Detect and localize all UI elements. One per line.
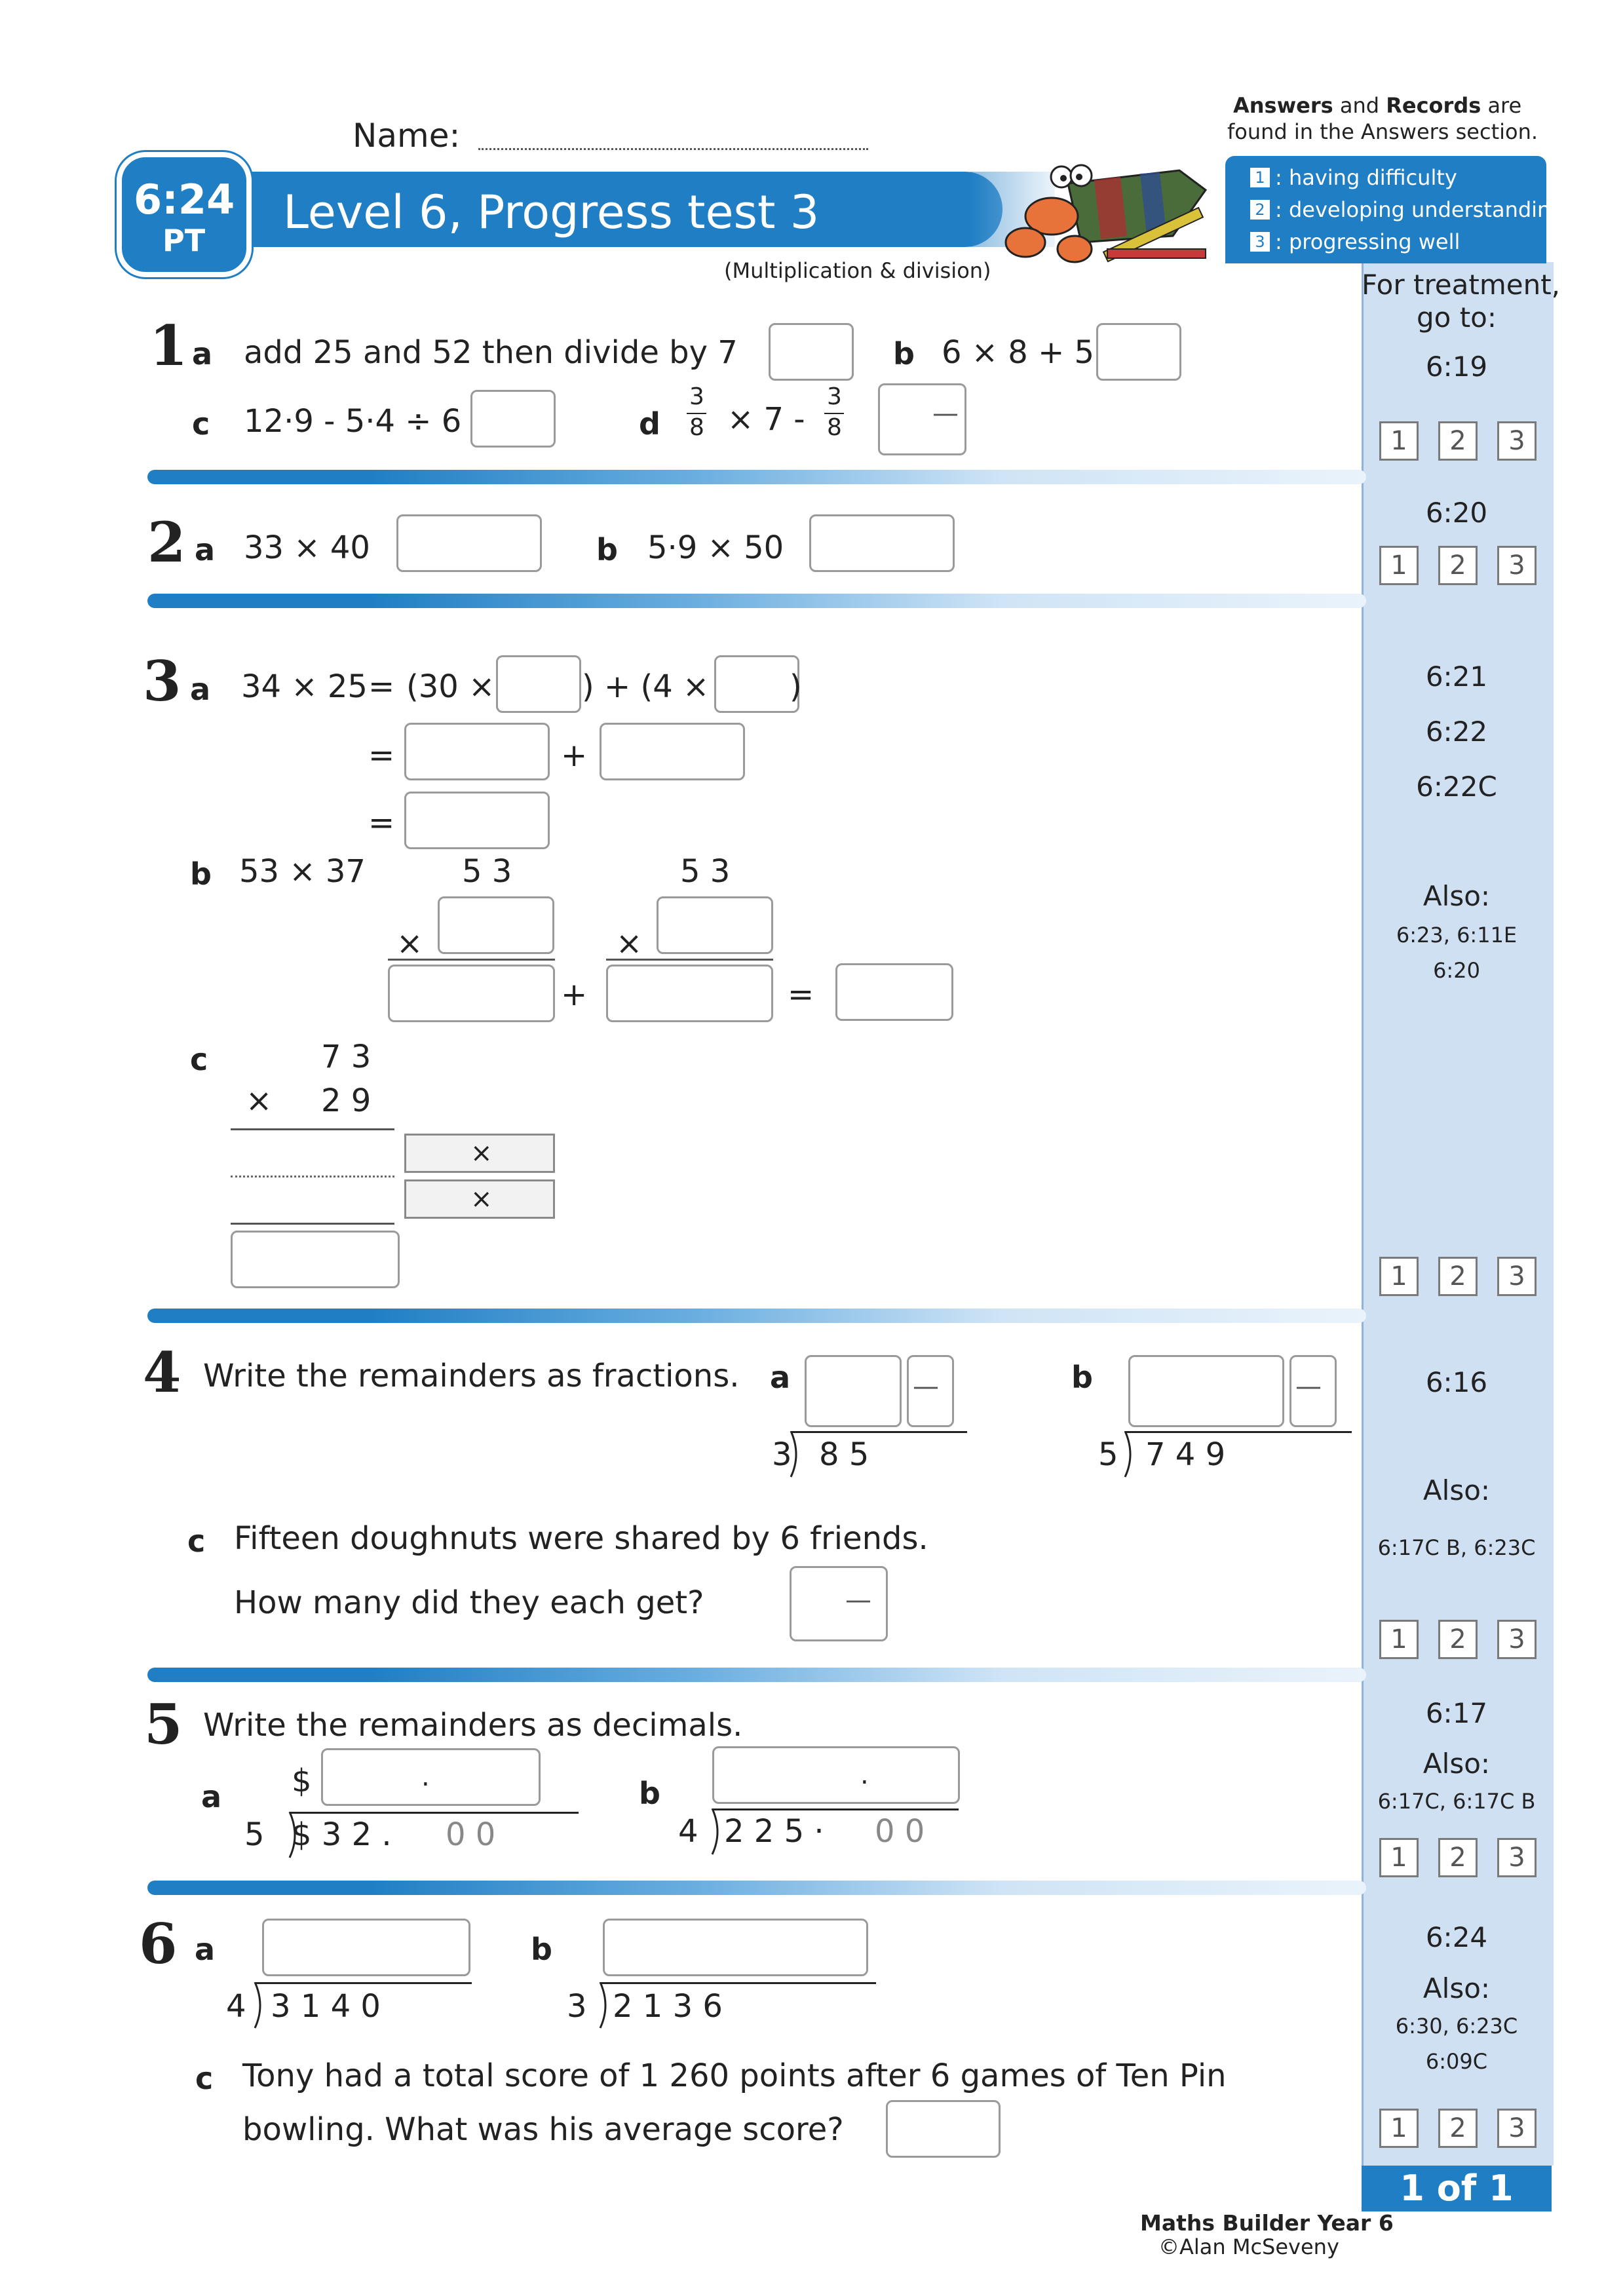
q3c-top: 7 3 — [321, 1039, 372, 1075]
q5-treatment-ref: 6:17 — [1425, 1697, 1488, 1729]
q6a-answer[interactable] — [262, 1919, 470, 1976]
q1d-denominator-2: 8 — [827, 414, 842, 441]
footer-book: Maths Builder Year 6 — [1140, 2210, 1394, 2236]
q3b-times-1: × — [396, 925, 423, 962]
q2a-text: 33 × 40 — [244, 529, 370, 566]
q1-number: 1 — [149, 313, 188, 378]
q4a-division-bracket — [792, 1431, 967, 1479]
q3b-rule-1 — [388, 959, 555, 961]
q6c-answer[interactable] — [886, 2100, 1001, 2158]
q4c-fraction-dash: — — [845, 1585, 871, 1615]
q4-instruction: Write the remainders as fractions. — [203, 1358, 740, 1394]
q3c-partial-1[interactable]: × — [404, 1134, 555, 1173]
q4a-quotient[interactable] — [805, 1355, 902, 1427]
q3a-answer-4x[interactable] — [714, 655, 799, 713]
q6-record-3[interactable]: 3 — [1497, 2109, 1537, 2148]
q1c-answer[interactable] — [470, 390, 556, 448]
q1c-text: 12·9 - 5·4 ÷ 6 — [244, 403, 462, 440]
q1b-text: 6 × 8 + 5 — [942, 334, 1095, 371]
section-divider-2 — [147, 594, 1366, 608]
q3c-mul: × — [246, 1082, 273, 1119]
q4c-answer[interactable] — [790, 1566, 888, 1641]
page-subtitle: (Multiplication & division) — [724, 258, 991, 283]
q5-record-2[interactable]: 2 — [1438, 1838, 1478, 1877]
q3a-eq-1: = — [368, 668, 395, 705]
q3-ref-3: 6:22C — [1416, 771, 1497, 803]
q3a-plus: + — [561, 737, 588, 774]
q3b-plus: + — [561, 976, 588, 1013]
q6b-bracket-curve — [599, 1982, 612, 2029]
q3c-label: c — [190, 1042, 208, 1077]
q2-number: 2 — [147, 510, 186, 575]
q2b-label: b — [596, 532, 618, 567]
section-divider-4 — [147, 1668, 1366, 1682]
q3b-eq: = — [788, 976, 814, 1013]
footer-copyright: ©Alan McSeveny — [1158, 2234, 1339, 2259]
q1a-text: add 25 and 52 then divide by 7 — [244, 334, 738, 371]
q5-number: 5 — [144, 1692, 183, 1757]
q4-record-1[interactable]: 1 — [1379, 1620, 1419, 1659]
q2-record-2[interactable]: 2 — [1438, 546, 1478, 585]
q3a-answer-total[interactable] — [404, 792, 550, 849]
q3-also: Also: — [1423, 880, 1491, 912]
level-badge — [117, 152, 252, 277]
q3b-product-2[interactable] — [606, 965, 773, 1022]
q3-ref-1: 6:21 — [1425, 660, 1488, 693]
section-divider-3 — [147, 1309, 1366, 1323]
q4-record-3[interactable]: 3 — [1497, 1620, 1537, 1659]
q4-treatment-ref: 6:16 — [1425, 1366, 1488, 1398]
treatment-heading-2: go to: — [1416, 301, 1497, 334]
q6b-divisor: 3 — [567, 1988, 587, 2025]
q3c-rule-top — [231, 1128, 394, 1130]
q6b-answer[interactable] — [603, 1919, 868, 1976]
q1d-label: d — [639, 406, 660, 442]
q5b-divisor: 4 — [678, 1813, 698, 1850]
q4-also: Also: — [1423, 1474, 1491, 1506]
q5b-dividend: 2 2 5 · — [724, 1813, 824, 1850]
q1d-numerator: 3 — [689, 383, 704, 410]
q2a-label: a — [195, 532, 216, 567]
q5a-divisor: 5 — [244, 1816, 265, 1853]
q4b-fraction-dash: — — [1295, 1371, 1322, 1402]
q1d-denominator: 8 — [689, 414, 704, 441]
q4b-dividend: 7 4 9 — [1145, 1436, 1226, 1473]
q3-ref-2: 6:22 — [1425, 716, 1488, 748]
q6a-dividend: 3 1 4 0 — [271, 1988, 381, 2025]
treatment-heading-1: For treatment, — [1362, 269, 1561, 301]
name-field[interactable] — [478, 145, 868, 150]
q1-record-3[interactable]: 3 — [1497, 421, 1537, 461]
q4c-text-2: How many did they each get? — [234, 1584, 704, 1621]
q4-also-refs: 6:17C B, 6:23C — [1377, 1535, 1536, 1560]
q3a-answer-part2[interactable] — [600, 723, 745, 780]
q1d-fraction-dash: — — [932, 398, 959, 429]
q3-also-ref-1: 6:23, 6:11E — [1396, 923, 1518, 947]
q3a-eq-2: = — [368, 737, 395, 774]
q6-also: Also: — [1423, 1972, 1491, 2004]
q5b-label: b — [639, 1776, 660, 1811]
q6c-label: c — [195, 2061, 214, 2096]
q5a-label: a — [201, 1779, 222, 1814]
page-title: Level 6, Progress test 3 — [283, 185, 820, 239]
q4-record-2[interactable]: 2 — [1438, 1620, 1478, 1659]
q3b-label: b — [190, 856, 212, 892]
q6a-divisor: 4 — [226, 1988, 246, 2025]
q3b-top-1: 5 3 — [462, 853, 512, 890]
q5a-answer[interactable]: . — [321, 1748, 541, 1806]
q4-number: 4 — [143, 1340, 181, 1405]
q5a-dollar: $ — [292, 1763, 312, 1799]
q1c-label: c — [192, 406, 210, 442]
q3c-answer[interactable] — [231, 1231, 400, 1288]
q1d-answer[interactable] — [878, 383, 966, 455]
q3c-rule-bottom — [231, 1223, 394, 1225]
q3-record-1[interactable]: 1 — [1379, 1257, 1419, 1296]
q3-record-2[interactable]: 2 — [1438, 1257, 1478, 1296]
q3c-rule-dotted — [231, 1176, 394, 1177]
badge-pt: PT — [162, 223, 206, 258]
q3c-bottom: 2 9 — [321, 1082, 372, 1119]
q4a-remainder-fraction[interactable] — [907, 1355, 954, 1427]
q3-record-3[interactable]: 3 — [1497, 1257, 1537, 1296]
q3c-partial-2[interactable]: × — [404, 1179, 555, 1219]
q2a-answer[interactable] — [396, 514, 542, 572]
q1-treatment-ref: 6:19 — [1425, 351, 1488, 383]
q5-record-3[interactable]: 3 — [1497, 1838, 1537, 1877]
q4a-dividend: 8 5 — [819, 1436, 869, 1473]
q3a-open: (30 × — [406, 668, 495, 705]
q6-treatment-ref: 6:24 — [1425, 1921, 1488, 1953]
q4b-bracket-curve — [1124, 1431, 1137, 1478]
q3b-product-1[interactable] — [388, 965, 555, 1022]
q3-number: 3 — [143, 649, 181, 714]
q3a-text: 34 × 25 — [241, 668, 368, 705]
q6c-text-1: Tony had a total score of 1 260 points after 6 games of Ten Pin — [242, 2057, 1227, 2094]
q3b-text: 53 × 37 — [239, 853, 366, 890]
q5-instruction: Write the remainders as decimals. — [203, 1707, 743, 1744]
answers-note: Answers and Records are — [1233, 93, 1522, 118]
q6-also-ref-2: 6:09C — [1425, 2049, 1488, 2074]
q4b-divisor: 5 — [1098, 1436, 1118, 1473]
q6b-label: b — [531, 1932, 552, 1967]
q1a-answer[interactable] — [769, 323, 854, 381]
page-indicator — [1362, 2166, 1552, 2211]
section-divider-5 — [147, 1881, 1366, 1895]
q2-treatment-ref: 6:20 — [1425, 497, 1488, 529]
q3a-eq-3: = — [368, 805, 395, 841]
q3b-times-2: × — [616, 925, 643, 962]
name-label: Name: — [353, 117, 461, 155]
q3b-multiplier-2[interactable] — [657, 896, 773, 954]
q3a-answer-part1[interactable] — [404, 723, 550, 780]
q2b-answer[interactable] — [809, 514, 955, 572]
q4b-remainder-fraction[interactable] — [1289, 1355, 1337, 1427]
q3b-answer[interactable] — [835, 963, 953, 1021]
section-divider-1 — [147, 470, 1366, 484]
q3b-rule-2 — [606, 959, 773, 961]
q2b-text: 5·9 × 50 — [647, 529, 784, 566]
q5-also: Also: — [1423, 1748, 1491, 1780]
q6-record-2[interactable]: 2 — [1438, 2109, 1478, 2148]
q6c-text-2: bowling. What was his average score? — [242, 2111, 844, 2148]
answers-note-line2: found in the Answers section. — [1227, 119, 1538, 144]
q3a-mid: ) + (4 × — [582, 668, 710, 705]
q4a-divisor: 3 — [772, 1436, 792, 1473]
q1-record-2[interactable]: 2 — [1438, 421, 1478, 461]
q6b-dividend: 2 1 3 6 — [613, 1988, 723, 2025]
q1d-middle: × 7 - — [727, 401, 805, 438]
q3a-answer-30x[interactable] — [496, 655, 581, 713]
q5b-zeros: 0 0 — [875, 1813, 925, 1850]
q1a-label: a — [192, 336, 213, 372]
q4b-quotient[interactable] — [1128, 1355, 1284, 1427]
q6-number: 6 — [139, 1911, 178, 1976]
q3a-close: ) — [790, 668, 802, 705]
q5-also-refs: 6:17C, 6:17C B — [1377, 1789, 1536, 1814]
q1d-numerator-2: 3 — [827, 383, 842, 410]
q1b-answer[interactable] — [1096, 323, 1181, 381]
q1b-label: b — [893, 336, 915, 372]
q5b-bracket-curve — [711, 1808, 724, 1856]
q2-record-1[interactable]: 1 — [1379, 546, 1419, 585]
q1-record-1[interactable]: 1 — [1379, 421, 1419, 461]
q3b-top-2: 5 3 — [680, 853, 731, 890]
q4a-fraction-dash: — — [913, 1371, 939, 1402]
page-indicator-text: 1 of 1 — [1400, 2168, 1514, 2209]
q5b-answer[interactable]: . — [712, 1746, 960, 1804]
q6-also-ref-1: 6:30, 6:23C — [1395, 2014, 1518, 2038]
q3a-label: a — [190, 672, 211, 707]
badge-code: 6:24 — [134, 176, 235, 223]
q4b-label: b — [1071, 1360, 1093, 1395]
q3-also-ref-2: 6:20 — [1433, 958, 1480, 983]
q4c-text-1: Fifteen doughnuts were shared by 6 friends. — [234, 1520, 928, 1557]
q5a-zeros: 0 0 — [446, 1816, 496, 1853]
lobster-mascot-icon — [989, 144, 1225, 275]
q3b-multiplier-1[interactable] — [438, 896, 554, 954]
q2-record-3[interactable]: 3 — [1497, 546, 1537, 585]
q6-record-1[interactable]: 1 — [1379, 2109, 1419, 2148]
q4c-label: c — [187, 1523, 206, 1559]
q4a-label: a — [770, 1360, 791, 1395]
q6a-bracket-curve — [254, 1982, 267, 2029]
q5a-dividend: $ 3 2 . — [292, 1816, 392, 1853]
q6a-label: a — [195, 1932, 216, 1967]
q5-record-1[interactable]: 1 — [1379, 1838, 1419, 1877]
